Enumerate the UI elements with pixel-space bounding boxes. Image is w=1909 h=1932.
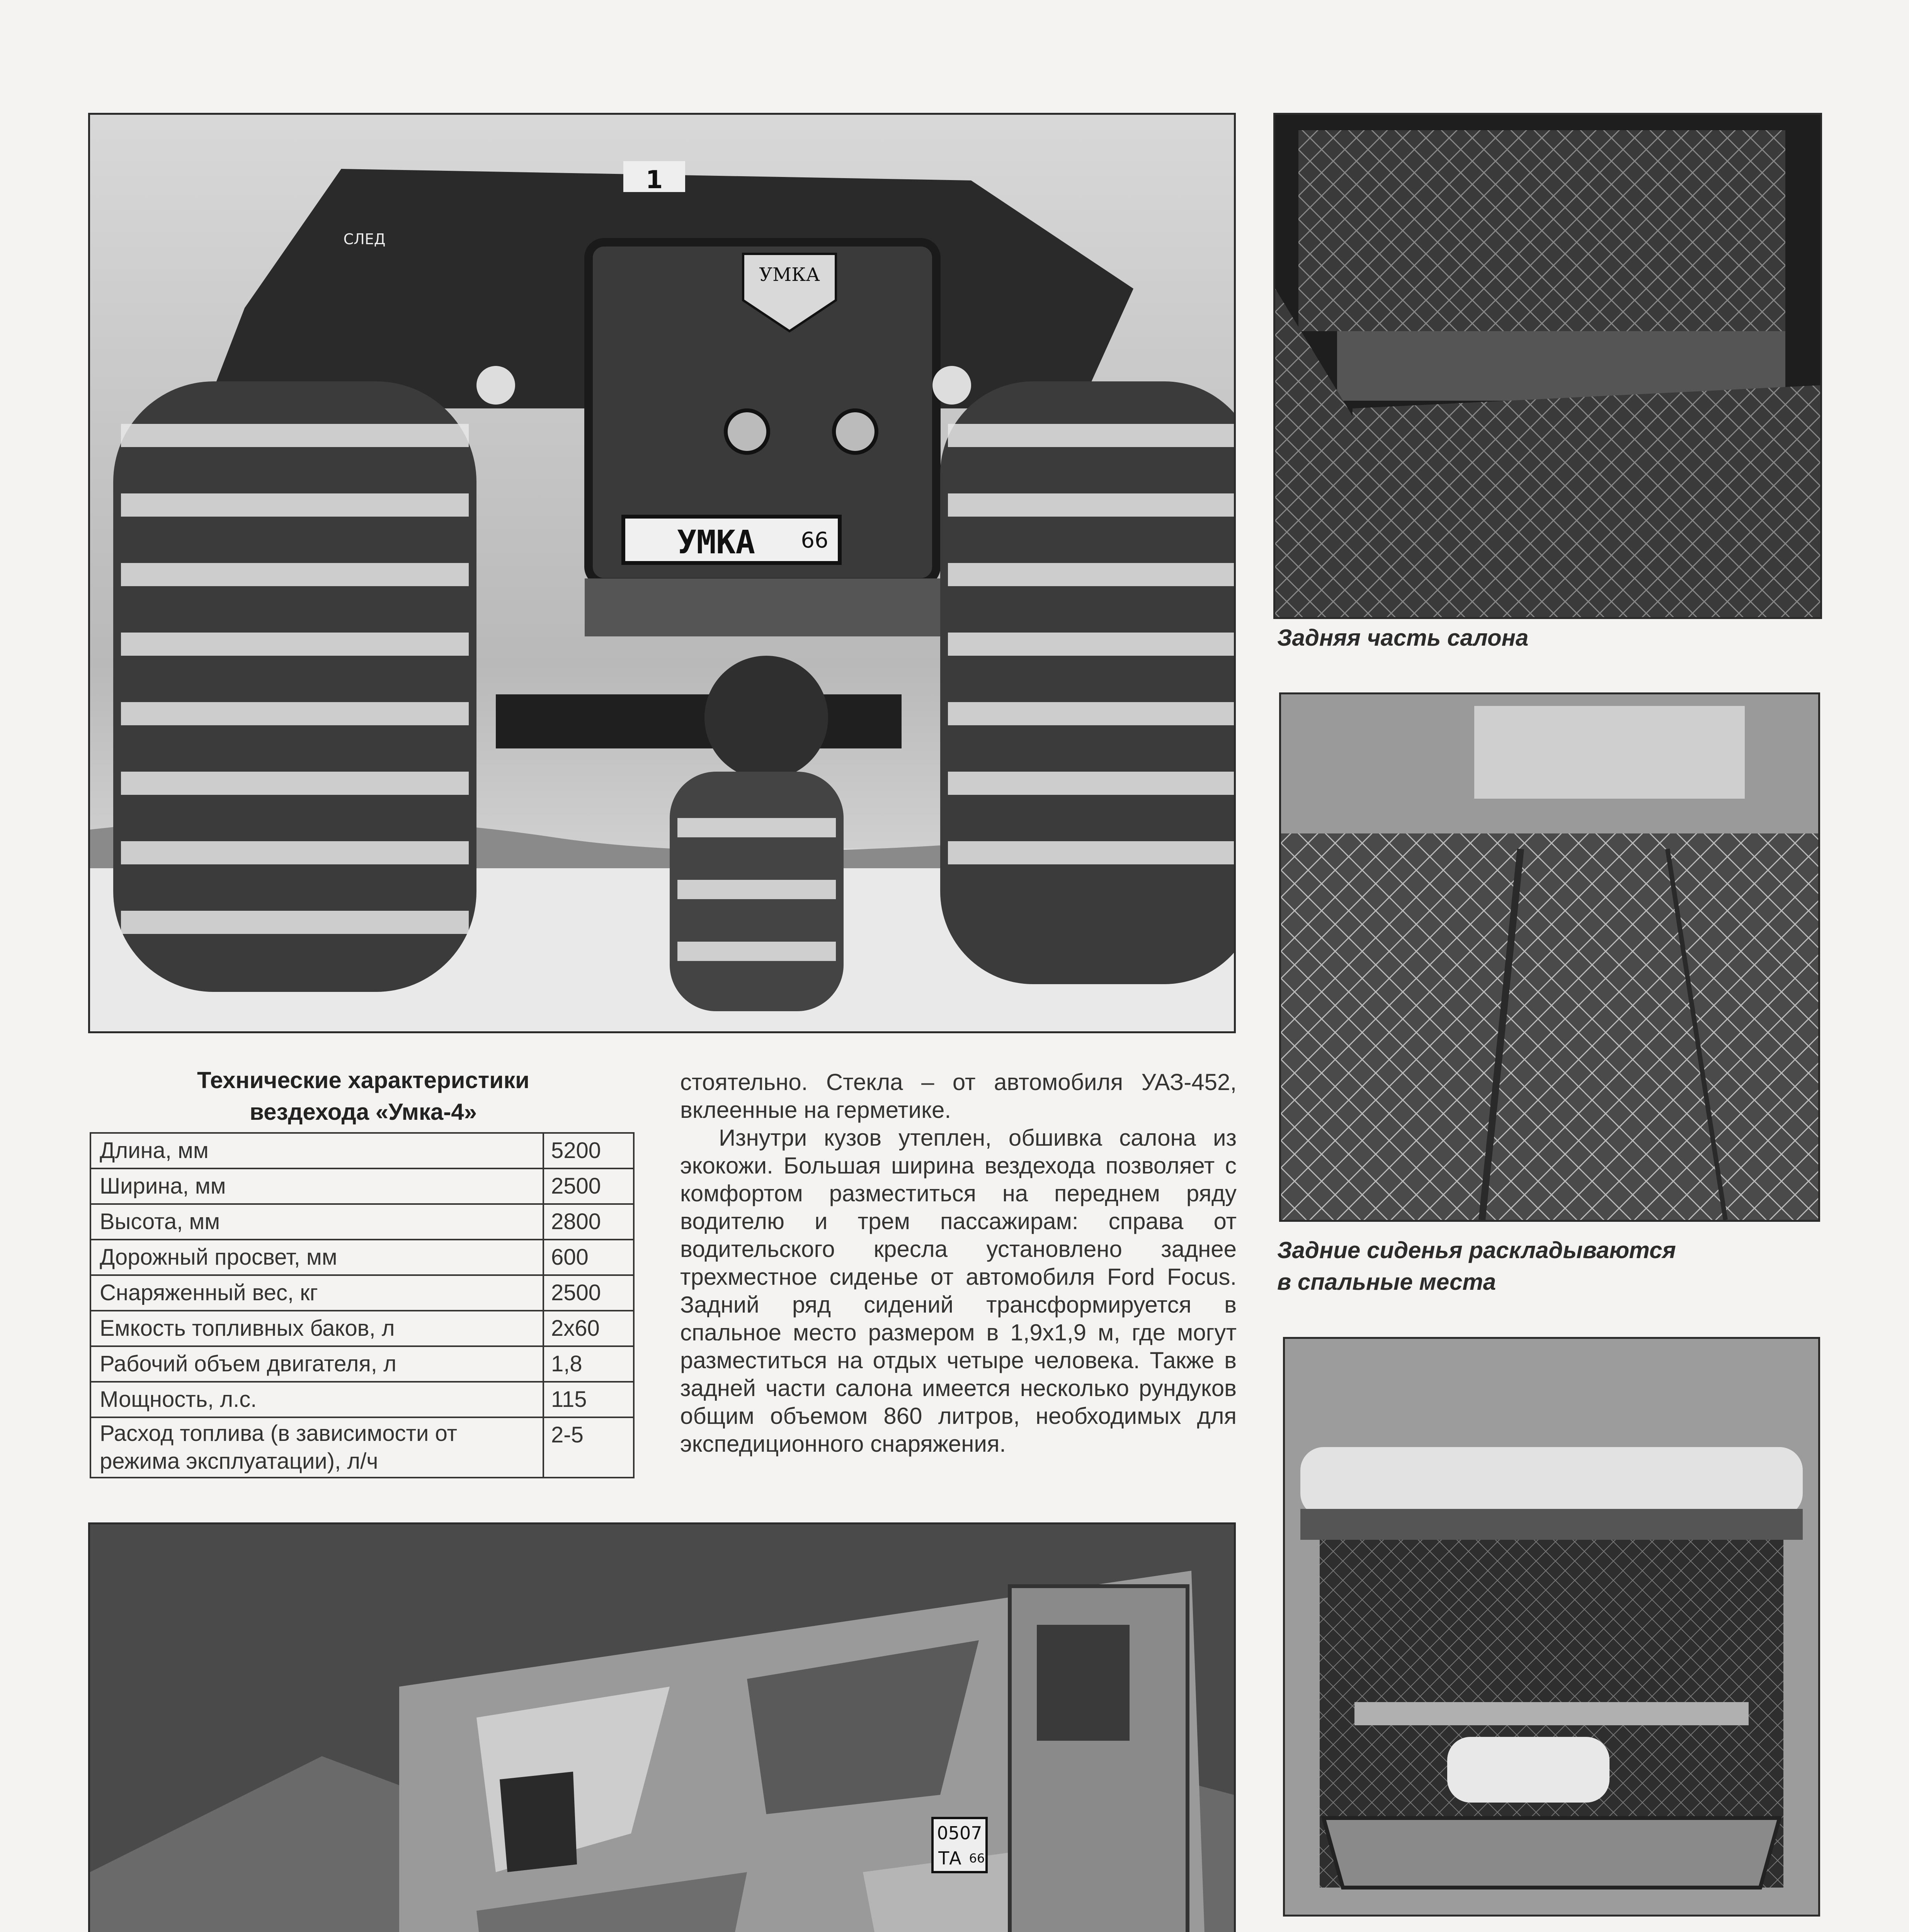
photo-side-view [88,1522,1236,1932]
spec-value: 115 [543,1382,634,1417]
table-row [90,1133,634,1168]
table-row [90,1346,634,1382]
spec-label: Емкость топливных баков, л [90,1311,543,1346]
spec-label: Снаряженный вес, кг [90,1275,543,1311]
front-plate-text: УМКА [677,523,755,561]
table-row [90,1275,634,1311]
rear-plate-region: 66 [969,1851,985,1866]
spec-title-line1: Технические характеристики [197,1067,530,1093]
front-badge-text: УМКА [759,264,820,286]
spec-title [89,1065,638,1128]
table-row [90,1417,634,1478]
spec-value: 2800 [543,1204,634,1240]
caption-rear-cabin [1277,622,1528,654]
spec-table [90,1132,635,1478]
spec-value: 2-5 [543,1417,634,1478]
spec-label: Расход топлива (в зависимости от режима эксплуатации), л/ч [90,1417,543,1478]
front-sticker-text: СЛЕД [343,231,386,248]
article-column-middle [680,1068,1237,1458]
front-number-text: 1 [645,166,663,194]
photo-rear-cabin [1273,113,1822,619]
rear-plate-top: 0507 [937,1823,982,1844]
spec-label: Ширина, мм [90,1168,543,1204]
caption-sleeping-seats [1277,1235,1676,1298]
table-row [90,1240,634,1275]
spec-label: Высота, мм [90,1204,543,1240]
photo-sleeping-seats [1279,692,1820,1222]
spec-label: Рабочий объем двигателя, л [90,1346,543,1382]
spec-value: 600 [543,1240,634,1275]
table-row [90,1382,634,1417]
caption-rear-cabin-text: Задняя часть салона [1277,625,1529,651]
spec-value: 5200 [543,1133,634,1168]
spec-value: 2500 [543,1168,634,1204]
spec-value: 2500 [543,1275,634,1311]
caption-sleeping-seats-line2: в спальные места [1277,1269,1496,1295]
table-row [90,1204,634,1240]
table-row [90,1311,634,1346]
table-row [90,1168,634,1204]
article-para-1: стоятельно. Стекла – от автомобиля УАЗ-452, вклеенные на герметике. [680,1069,1237,1123]
spec-value: 2х60 [543,1311,634,1346]
photo-luggage [1283,1337,1820,1917]
spec-label: Дорожный просвет, мм [90,1240,543,1275]
caption-sleeping-seats-line1: Задние сиденья раскладываются [1277,1237,1676,1263]
article-para-2: Изнутри кузов утеплен, обшивка салона из экокожи. Большая ширина вездехода позволяет с комфортом разместиться на переднем ряду водителю и трем пассажирам: справа от водительского кресла установлено заднее трехместное сиденье от автомобиля Ford Focus. Задний ряд сидений трансформируется в спальное место размером в 1,9х1,9 м, где могут разместиться на отдых четыре человека. Также в задней части салона имеется несколько рундуков общим объемом 860 литров, необходимых для экспедиционного снаряжения. [680,1125,1237,1457]
spec-label: Длина, мм [90,1133,543,1168]
spec-value: 1,8 [543,1346,634,1382]
rear-plate-bottom: ТА [938,1848,961,1869]
spec-label: Мощность, л.с. [90,1382,543,1417]
front-plate-region: 66 [801,528,829,553]
spec-title-line2: вездехода «Умка-4» [249,1099,477,1125]
photo-front-view [88,113,1236,1033]
